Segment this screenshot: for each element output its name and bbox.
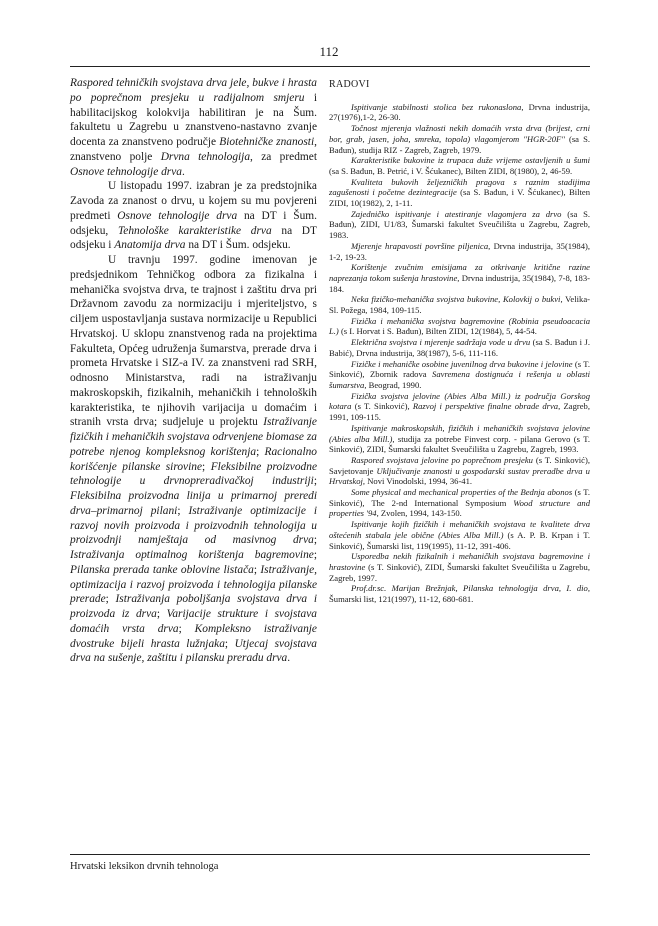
page-footer: Hrvatski leksikon drvnih tehnologa xyxy=(70,861,219,872)
italic-title-segment: Savremena dostignuća i rešenja u oblasti šumarstva xyxy=(329,369,590,390)
italic-title-segment: Wood structure and properties '94 xyxy=(329,497,590,519)
bibliography-entry xyxy=(329,391,590,423)
text-segment: , Beograd, 1990. xyxy=(364,379,422,390)
text-segment: (s T. Sinković), Zbornik radova xyxy=(329,358,590,380)
italic-title-segment: Fizička i mehanička svojstva bagremovine (Robinia pseudoacacia L.) xyxy=(329,315,590,337)
text-segment: (sa S. Bađun), ZIDI, U1/83, Šumarski fakultet Sveučilišta u Zagrebu, Zagreb, 1983. xyxy=(329,208,590,241)
text-segment: , Drvna industrija, 27(1976),1-2, 26-30. xyxy=(329,101,590,123)
italic-title-segment: Racionalno korišćenje pilanske sirovine xyxy=(70,445,317,473)
italic-title-segment: Osnove tehnologije drva xyxy=(70,165,182,178)
text-segment: , Velika-Sl. Požega, 1984, 109-115. xyxy=(329,294,590,316)
italic-title-segment: Some physical and mechanical properties of the Bednja abonos xyxy=(351,487,573,498)
italic-title-segment: Fizičke i mehaničke osobine juvenilnog drva bukovine i jelovine xyxy=(351,358,573,369)
italic-title-segment: Istraživanje fizičkih i mehaničkih svojstava odrvenjene biomase za potrebe njenog kompleksnog korištenja xyxy=(70,416,317,458)
bibliography-entry xyxy=(329,519,590,551)
italic-title-segment: Drvna tehnologija xyxy=(160,150,251,163)
italic-title-segment: Varijacije strukture i svojstava domaćih vrsta drva xyxy=(70,608,318,635)
biography-paragraph xyxy=(70,76,317,179)
bibliography-entry xyxy=(329,102,590,123)
text-segment: (sa S. Bađun i J. Babić), Drvna industrija, 38(1987), 5-6, 111-116. xyxy=(329,337,590,358)
bibliography-entry xyxy=(329,241,590,262)
italic-title-segment: Pilanska prerada tanke oblovine listača xyxy=(70,563,254,576)
text-segment: ; xyxy=(313,549,317,561)
italic-title-segment: Zajedničko ispitivanje i atestiranje vlagomjera za drvo xyxy=(351,208,562,219)
text-segment: . xyxy=(181,165,185,178)
section-heading: RADOVI xyxy=(329,79,370,90)
text-segment: , Zvolen, 1994, 143-150. xyxy=(376,508,462,519)
text-segment: (s A. P. B. Krpan i T. Sinković), Šumarski list, 119(1995), 11-12, 391-406. xyxy=(329,529,591,551)
text-segment: . xyxy=(287,652,291,665)
text-segment: na DT odsjeku i xyxy=(70,224,317,252)
italic-title-segment: Karakteristike bukovine iz trupaca duže vrijeme ostavljenih u šumi xyxy=(351,155,590,166)
text-segment: (s I. Horvat i S. Bađun), Bilten ZIDI, 12(1984), 5, 44-54. xyxy=(338,326,537,337)
italic-title-segment: Fizička svojstva jelovine (Abies Alba Mill.) iz područja Gorskog kotara xyxy=(329,390,590,412)
italic-title-segment: Mjerenje hrapavosti površine piljenica xyxy=(351,240,489,251)
text-segment: U listopadu 1997. izabran je za predstojnika Zavoda za znanost o drvu, u kojem su mu povjereni predmeti xyxy=(70,180,317,222)
bibliography-list xyxy=(329,102,590,605)
bibliography-entry xyxy=(329,487,590,519)
text-segment: , Drvna industrija, 35(1984), 1-2, 19-23. xyxy=(329,240,590,262)
text-segment: , Šumarski list, 121(1997), 11-12, 680-681. xyxy=(329,583,590,605)
text-segment: , Zagreb, 1991, 109-115. xyxy=(329,401,590,423)
text-segment: ; xyxy=(256,445,265,458)
italic-title-segment: Razvoj i perspektive finalne obrade drva xyxy=(412,401,559,412)
top-rule xyxy=(70,66,590,67)
text-segment: (s T. Sinković), The 2-nd International Symposium xyxy=(329,487,590,508)
bibliography-entry xyxy=(329,155,590,176)
italic-title-segment: Kvaliteta bukovih željezničkih pragova s raznim stadijima zagušenosti i početne dezintegracije xyxy=(329,176,590,198)
bibliography-entry xyxy=(329,455,590,487)
biography-paragraph xyxy=(70,253,317,666)
bibliography-entry xyxy=(329,359,590,391)
italic-title-segment: Usporedba nekih fizikalnih i mehaničkih svojstava bagremovine i hrastovine xyxy=(329,551,590,572)
biography-column xyxy=(70,76,317,666)
text-segment: ; xyxy=(178,622,195,635)
text-segment: (sa S. Bađun), studija RIZ - Zagreb, Zagreb, 1979. xyxy=(329,133,591,155)
text-segment: (s T. Sinković), Savjetovanje xyxy=(329,454,591,476)
text-segment: na DT i Šum. odsjeku. xyxy=(185,239,291,252)
text-segment: ; xyxy=(177,504,189,517)
bibliography-entry xyxy=(329,337,590,358)
text-segment: ; xyxy=(224,637,235,650)
italic-title-segment: Ispitivanje stabilnosti stolica bez rukonaslona xyxy=(351,101,522,112)
text-segment: (s T. Sinković), ZIDI, Šumarski fakultet Sveučilišta u Zagrebu, Zagreb, 1997. xyxy=(329,561,590,583)
italic-title-segment: Uključivanje znanosti u gospodarski sustav preradbe drva u Hrvatskoj xyxy=(329,465,590,487)
bottom-rule xyxy=(70,854,590,855)
text-segment: , Drvna industrija, 35(1984), 7-8, 183-184. xyxy=(329,272,590,294)
italic-title-segment: Točnost mjerenja vlažnosti nekih domaćih vrsta drva (brijest, crni bor, grab, jasen, joha, smreka, topola) vlagomjerom "HGR-20F" xyxy=(329,123,590,144)
italic-title-segment: Neka fizičko-mehanička svojstva bukovine, Kolovkij o bukvi xyxy=(351,294,561,305)
text-segment: ; xyxy=(105,593,116,606)
italic-title-segment: Istraživanja optimalnog korištenja bagremovine xyxy=(70,549,314,561)
italic-title-segment: Istraživanja poboljšanja svojstava drva i proizvoda iz drva xyxy=(70,593,317,620)
text-segment: (s T. Sinković), xyxy=(351,401,413,412)
italic-title-segment: Fleksibilna proizvodna linija u primarnoj preredi drva–primarnoj pilani xyxy=(70,490,317,517)
italic-title-segment: Raspored tehničkih svojstava drva jele, bukve i hrasta po poprečnom presjeku u radijalnom smjeru xyxy=(70,77,317,104)
bibliography-entry xyxy=(329,209,590,241)
italic-title-segment: Istraživanje, optimizacija i razvoj proizvoda i tehnologija pilanske prerade xyxy=(70,563,318,606)
italic-title-segment: Ispitivanje makroskopskih, fizičkih i mehaničkih svojstava jelovine (Abies alba Mill.) xyxy=(329,422,590,444)
bibliography-entry xyxy=(329,316,590,337)
italic-title-segment: Ispitivanje kojih fizičkih i mehaničkih svojstava te kvalitete drva oštećenih stabala jele obične (Abies Alba Mill.) xyxy=(329,519,590,540)
italic-title-segment: Anatomija drva xyxy=(114,239,186,252)
text-segment: , studija za potrebe Finvest corp. - pilana Gerovo (s T. Sinković), ZIDI, Šumarski fakultet Sveučilišta u Zagrebu, Zagreb, 1993. xyxy=(329,433,590,455)
bibliography-entry xyxy=(329,123,590,155)
text-segment: U travnju 1997. godine imenovan je predsjednikom Tehničkog odbora za fizikalna i mehanička svojstva drva, te trajnost i zaštitu drva pri Državnom zavodu za normizaciju i mjeriteljstvo, s ciljem uspostavljanja sustava normizacije u Republici Hrvatskoj. U sklopu znanstvenog rada na projektima Fakulteta, Općeg udruženja šumarstva, prerade drva i prometa Hrvatske i SIZ-a IV. za znanstveni rad SRH, odnosno Ministarstva, radi na istraživanju makroskopskih, fizikalnih, mehaničkih i tehnoloških karakteristika, te njihovih varijacija u domaćim i stranih vrsta drva; sudjeluje u projektu xyxy=(70,254,317,429)
text-segment: ; xyxy=(156,608,167,620)
bibliography-entry xyxy=(329,551,590,583)
italic-title-segment: Osnove tehnologije drva xyxy=(117,209,238,222)
text-segment: i habilitacijskog kolokvija habilitiran je na Šum. fakultetu u Zagrebu u znanstveno-nastavno zvanje docenta za znanstveno područje xyxy=(70,91,318,148)
biography-paragraph xyxy=(70,179,317,253)
text-segment: ; xyxy=(313,534,317,547)
italic-title-segment: Tehnološke karakteristike drva xyxy=(117,224,272,237)
bibliography-entry xyxy=(329,262,590,294)
italic-title-segment: Električna svojstva i mjerenje sadržaja vode u drvu xyxy=(351,337,531,348)
bibliography-entry xyxy=(329,177,590,209)
text-segment: ; xyxy=(202,460,211,473)
text-segment: na DT i Šum. odsjeku, xyxy=(70,209,317,237)
text-segment: , Novi Vinodolski, 1994, 36-41. xyxy=(362,476,473,487)
italic-title-segment: Kompleksno istraživanje dvostruke bijeli hrasta lužnjaka xyxy=(70,622,317,650)
italic-title-segment: Istraživanje optimizacije i razvoj novih proizvoda i proizvodnih tehnologija u proizvodnji namještaja od masivnog drva xyxy=(70,504,317,547)
page-number: 112 xyxy=(319,44,339,59)
italic-title-segment: Biotehničke znanosti xyxy=(219,136,315,148)
text-segment: ; xyxy=(313,475,317,488)
italic-title-segment: Prof.dr.sc. Marijan Brežnjak, Pilanska tehnologija drva, I. dio xyxy=(351,583,588,594)
italic-title-segment: Korištenje zvučnim emisijama za otkrivanje kritične razine naprezanja tokom sušenja hrastovine xyxy=(329,262,590,283)
italic-title-segment: Utjecaj svojstava drva na sušenje, zaštitu i pilansku preradu drva xyxy=(70,637,317,665)
text-segment: (sa S. Bađun, i V. Šćukanec), Bilten ZIDI, 10(1982), 2, 1-11. xyxy=(329,187,590,209)
bibliography-entry xyxy=(329,294,590,315)
bibliography-entry xyxy=(329,423,590,455)
bibliography-column xyxy=(329,80,590,605)
text-segment: ; xyxy=(253,563,261,576)
text-segment: , znanstveno polje xyxy=(70,136,318,163)
italic-title-segment: Fleksibilne proizvodne tehnologije u drvnopreradivačkoj industriji xyxy=(70,460,317,488)
text-segment: , za predmet xyxy=(250,150,318,163)
italic-title-segment: Raspored svojstava jelovine po poprečnom presjeku xyxy=(351,454,533,465)
text-segment: (sa S. Bađun, B. Petrić, i V. Šćukanec), Bilten ZIDI, 8(1980), 2, 46-59. xyxy=(329,165,573,176)
bibliography-entry xyxy=(329,583,590,604)
